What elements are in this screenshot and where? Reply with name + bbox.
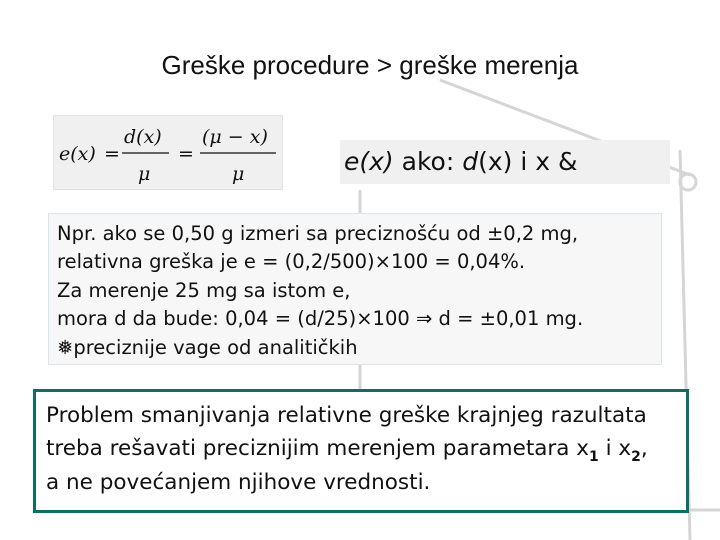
condition-text <box>344 147 578 176</box>
subscript-2: 2 <box>631 449 641 465</box>
relative-error-formula <box>54 116 282 189</box>
problem-line-2-post: , <box>640 436 648 461</box>
condition-dx: (x) <box>478 147 513 176</box>
condition-mid: ako: <box>401 147 455 176</box>
formula-lhs: e(x) <box>59 143 96 165</box>
example-line-5: ❅preciznije vage od analitičkih <box>57 336 358 359</box>
condition-tail: i x & <box>520 147 578 176</box>
problem-line-3: a ne povećanjem njihove vrednosti. <box>46 470 431 495</box>
example-line-4: mora d da bude: 0,04 = (d/25)×100 ⇒ d = ±0,01 mg. <box>57 307 584 330</box>
subscript-1: 1 <box>589 449 599 465</box>
example-line-3: Za merenje 25 mg sa istom e, <box>57 279 351 302</box>
condition-e: e(x) <box>344 147 394 176</box>
formula-den-2: μ <box>232 163 245 185</box>
formula-den-1: μ <box>138 163 151 185</box>
example-line-2: relativna greška je e = (0,2/500)×100 = 0,04%. <box>57 250 526 273</box>
problem-line-2 <box>46 436 648 465</box>
problem-line-1: Problem smanjivanja relativne greške krajnjeg razultata <box>46 403 647 428</box>
formula-num-2: (μ − x) <box>202 126 268 148</box>
example-line-1: Npr. ako se 0,50 g izmeri sa preciznošću od ±0,2 mg, <box>57 222 579 245</box>
page-title: Greške procedure > greške merenja <box>161 50 579 80</box>
formula-eq-1: = <box>104 143 120 165</box>
problem-line-2-pre: treba rešavati preciznijim merenjem parametara x <box>46 436 589 461</box>
problem-line-2-mid: i x <box>598 436 632 461</box>
formula-num-1: d(x) <box>124 126 162 148</box>
formula-eq-2: = <box>178 143 194 165</box>
condition-d: d <box>462 147 479 176</box>
formula-image <box>53 115 283 190</box>
